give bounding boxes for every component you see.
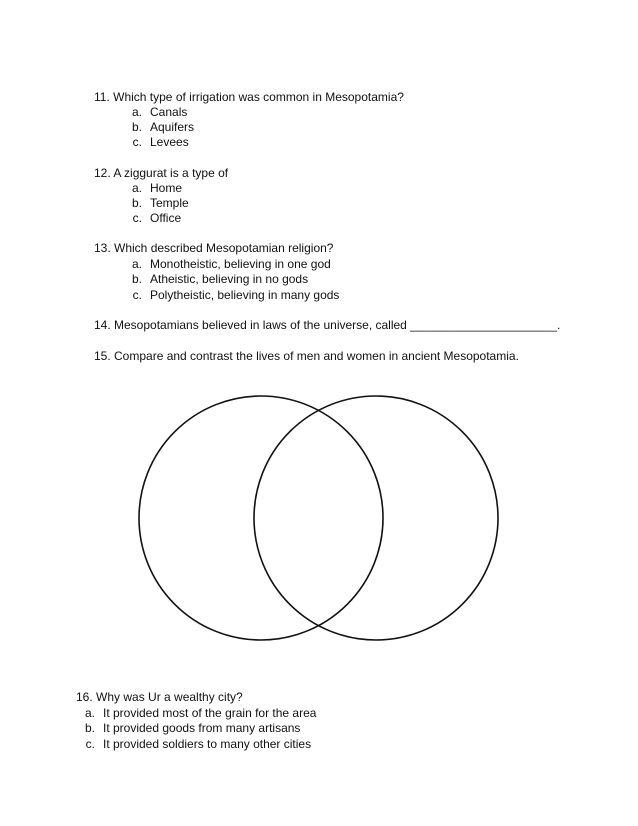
question-14-prompt: 14. Mesopotamians believed in laws of the universe, called ______________________.	[94, 318, 561, 332]
option-text: Monotheistic, believing in one god	[150, 257, 331, 271]
option-text: It provided soldiers to many other cities	[103, 737, 312, 751]
option-text: Aquifers	[150, 120, 195, 134]
question-13-prompt: 13. Which described Mesopotamian religion?	[94, 241, 334, 255]
option-letter: a.	[131, 105, 142, 119]
option-text: Atheistic, believing in no gods	[150, 272, 309, 286]
option-text: Temple	[150, 196, 189, 210]
option-letter: b.	[131, 272, 142, 286]
question-15-prompt: 15. Compare and contrast the lives of men and women in ancient Mesopotamia.	[94, 349, 519, 363]
option-letter: c.	[132, 135, 142, 149]
option-letter: c.	[132, 211, 142, 225]
option-letter: c.	[85, 737, 95, 751]
question-12-prompt: 12. A ziggurat is a type of	[94, 166, 229, 180]
question-16-prompt: 16. Why was Ur a wealthy city?	[76, 690, 243, 704]
option-text: It provided goods from many artisans	[103, 721, 301, 735]
option-letter: c.	[132, 288, 142, 302]
question-11-prompt: 11. Which type of irrigation was common in Mesopotamia?	[94, 90, 404, 104]
option-letter: a.	[84, 706, 95, 720]
question-16-option-b	[75, 721, 300, 735]
option-letter: a.	[131, 257, 142, 271]
option-letter: b.	[131, 196, 142, 210]
venn-left-circle	[139, 396, 383, 640]
option-text: Office	[150, 211, 182, 225]
option-letter: b.	[131, 120, 142, 134]
option-letter: a.	[131, 181, 142, 195]
option-text: Polytheistic, believing in many gods	[150, 288, 340, 302]
question-16-option-a	[75, 706, 316, 720]
option-text: It provided most of the grain for the area	[103, 706, 317, 720]
venn-right-circle	[254, 396, 498, 640]
question-16-option-c	[75, 737, 311, 751]
option-text: Home	[150, 181, 183, 195]
option-text: Canals	[150, 105, 188, 119]
option-letter: b.	[84, 721, 95, 735]
option-text: Levees	[150, 135, 189, 149]
